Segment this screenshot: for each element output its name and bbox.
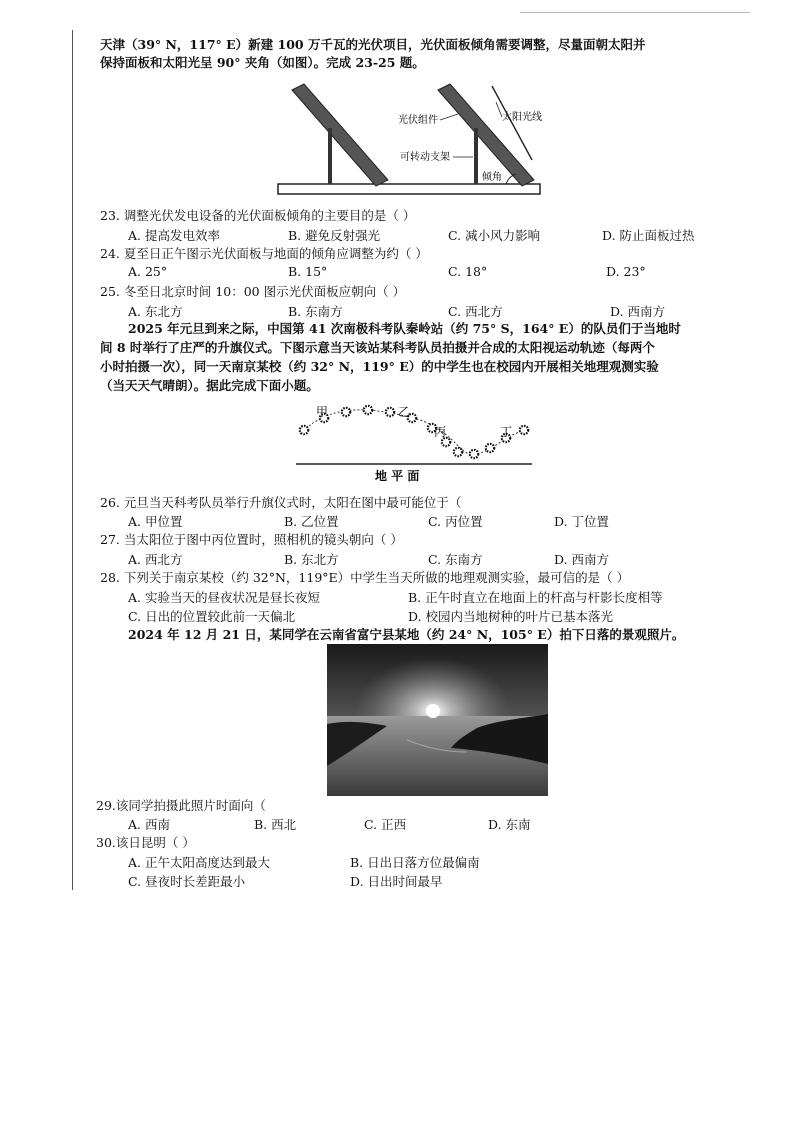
sun-disc xyxy=(426,704,440,718)
label-bing: 丙 xyxy=(434,425,447,439)
q30-option-b: B. 日出日落方位最偏南 xyxy=(350,855,480,870)
q25-stem: 25. 冬至日北京时间 10：00 图示光伏面板应朝向（ ） xyxy=(100,284,406,299)
q30-option-a: A. 正午太阳高度达到最大 xyxy=(128,855,270,870)
label-ding: 丁 xyxy=(500,425,513,439)
label-yi: 乙 xyxy=(398,405,411,419)
sun-marker xyxy=(442,438,450,446)
q24-stem: 24. 夏至日正午图示光伏面板与地面的倾角应调整为约（ ） xyxy=(100,246,428,261)
q25-option-b: B. 东南方 xyxy=(288,304,343,319)
sun-marker xyxy=(300,426,308,434)
q26-stem: 26. 元旦当天科考队员举行升旗仪式时，太阳在图中最可能位于（ xyxy=(100,495,462,510)
q28-option-d: D. 校园内当地树种的叶片已基本落光 xyxy=(408,609,614,624)
ground-base xyxy=(278,184,540,194)
right-stand xyxy=(474,128,478,184)
q26-option-d: D. 丁位置 xyxy=(554,514,610,529)
q25-option-a: A. 东北方 xyxy=(128,304,183,319)
left-stand xyxy=(328,128,332,184)
sun-marker xyxy=(386,408,394,416)
label-module: 光伏组件 xyxy=(398,115,438,126)
sun-marker xyxy=(364,406,372,414)
sun-marker xyxy=(454,448,462,456)
q27-option-b: B. 东北方 xyxy=(284,552,339,567)
q26-option-b: B. 乙位置 xyxy=(284,514,339,529)
label-jia: 甲 xyxy=(316,405,329,419)
q27-option-a: A. 西北方 xyxy=(128,552,183,567)
q24-option-d: D. 23° xyxy=(606,264,646,279)
q29-option-a: A. 西南 xyxy=(128,817,170,832)
sun-path-figure xyxy=(290,398,540,488)
label-tilt-angle: 倾角 xyxy=(482,172,502,183)
intro3-line1: 2024 年 12 月 21 日，某同学在云南省富宁县某地（约 24° N，105° E）拍下日落的景观照片。 xyxy=(128,627,685,642)
label-ground: 地 平 面 xyxy=(375,469,420,483)
q26-option-c: C. 丙位置 xyxy=(428,514,483,529)
margin-line xyxy=(72,30,73,890)
q24-option-b: B. 15° xyxy=(288,264,328,279)
top-scan-line xyxy=(520,12,750,13)
label-stand: 可转动支架 xyxy=(400,152,450,163)
solar-panel-figure xyxy=(270,80,550,200)
q29-option-d: D. 东南 xyxy=(488,817,531,832)
q29-stem: 29.该同学拍摄此照片时面向（ xyxy=(96,798,266,813)
q30-stem: 30.该日昆明（ ） xyxy=(96,835,195,850)
q25-option-c: C. 西北方 xyxy=(448,304,503,319)
q27-option-d: D. 西南方 xyxy=(554,552,610,567)
sun-marker xyxy=(486,444,494,452)
q30-option-c: C. 昼夜时长差距最小 xyxy=(128,874,246,889)
q29-option-c: C. 正西 xyxy=(364,817,407,832)
q23-stem: 23. 调整光伏发电设备的光伏面板倾角的主要目的是（ ） xyxy=(100,208,416,223)
q24-option-a: A. 25° xyxy=(128,264,168,279)
intro2-line4: （当天天气晴朗）。据此完成下面小题。 xyxy=(100,378,319,393)
intro2-line1: 2025 年元旦到来之际，中国第 41 次南极科考队秦岭站（约 75° S，164° E）的队员们于当地时 xyxy=(128,321,681,336)
q28-option-a: A. 实验当天的昼夜状况是昼长夜短 xyxy=(128,590,320,605)
q28-option-c: C. 日出的位置较此前一天偏北 xyxy=(128,609,296,624)
sun-marker xyxy=(470,450,478,458)
q24-option-c: C. 18° xyxy=(448,264,488,279)
q27-stem: 27. 当太阳位于图中丙位置时，照相机的镜头朝向（ ） xyxy=(100,532,403,547)
q23-option-d: D. 防止面板过热 xyxy=(602,228,695,243)
q25-option-d: D. 西南方 xyxy=(610,304,666,319)
intro1-line2: 保持面板和太阳光呈 90° 夹角（如图）。完成 23-25 题。 xyxy=(100,55,425,70)
q27-option-c: C. 东南方 xyxy=(428,552,483,567)
q29-option-b: B. 西北 xyxy=(254,817,297,832)
q23-option-c: C. 减小风力影响 xyxy=(448,228,541,243)
intro2-line2: 间 8 时举行了庄严的升旗仪式。下图示意当天该站某科考队员拍摄并合成的太阳视运动轨迹（每两个 xyxy=(100,340,655,355)
intro2-line3: 小时拍摄一次），同一天南京某校（约 32° N，119° E）的中学生也在校园内开展相关地理观测实验 xyxy=(100,359,659,374)
sun-marker xyxy=(520,426,528,434)
sun-marker xyxy=(342,408,350,416)
sunset-photo xyxy=(327,644,548,796)
q26-option-a: A. 甲位置 xyxy=(128,514,183,529)
q30-option-d: D. 日出时间最早 xyxy=(350,874,443,889)
q28-option-b: B. 正午时直立在地面上的杆高与杆影长度相等 xyxy=(408,590,663,605)
right-panel xyxy=(438,84,534,186)
intro1-line1: 天津（39° N，117° E）新建 100 万千瓦的光伏项目，光伏面板倾角需要调整，尽量面朝太阳并 xyxy=(100,37,646,52)
label-sun-ray: 太阳光线 xyxy=(502,112,542,123)
q23-option-b: B. 避免反射强光 xyxy=(288,228,381,243)
left-panel xyxy=(292,84,388,186)
q28-stem: 28. 下列关于南京某校（约 32°N，119°E）中学生当天所做的地理观测实验，最可信的是（ ） xyxy=(100,570,630,585)
q23-option-a: A. 提高发电效率 xyxy=(128,228,220,243)
